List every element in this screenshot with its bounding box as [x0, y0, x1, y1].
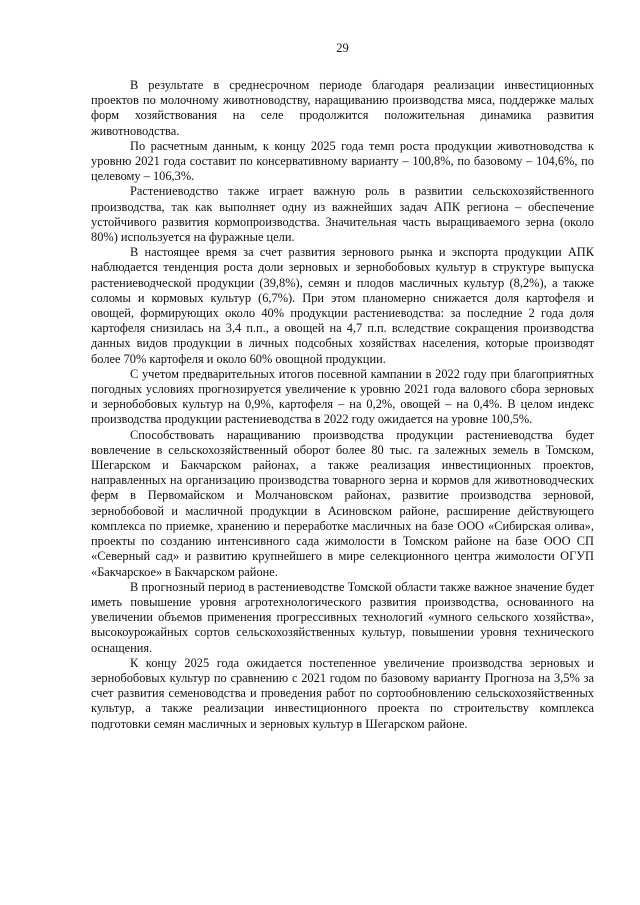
paragraph-agrotech-development: В прогнозный период в растениеводстве Томской области также важное значение будет иметь повышение уровня агротехнологического развития производства, основанного на увеличении объемов применения прогрессивных технологий «умного сельского хозяйства», высокоурожайных сортов сельскохозяйственных культур, повышении уровня технического оснащения. — [91, 579, 594, 655]
paragraph-livestock-growth-rate: По расчетным данным, к концу 2025 года темп роста продукции животноводства к уровню 2021 года составит по консервативному варианту – 100,8%, по базовому – 104,6%, по целевому – 106,3%. — [91, 138, 594, 184]
paragraph-livestock-outlook: В результате в среднесрочном периоде благодаря реализации инвестиционных проектов по молочному животноводству, наращиванию производства мяса, поддержке малых форм хозяйствования на селе продолжится положительная динамика развития животноводства. — [91, 78, 594, 138]
paragraph-grain-forecast-2025: К концу 2025 года ожидается постепенное увеличение производства зерновых и зернобобовых культур по сравнению с 2021 годом по базовому варианту Прогноза на 3,5% за счет развития семеноводства и проведения работ по сортообновлению сельскохозяйственных культур, а также реализации инвестиционного проекта по строительству комплекса подготовки семян масличных и зерновых культур в Шегарском районе. — [91, 655, 594, 731]
paragraph-crop-structure-trend: В настоящее время за счет развития зернового рынка и экспорта продукции АПК наблюдается тенденция роста доли зерновых и зернобобовых культур в структуре выпуска растениеводческой продукции (39,8%), семян и плодов масличных культур (8,2%), а также соломы и кормовых культур (6,7%). При этом планомерно снижается доля картофеля и овощей, формирующих около 40% продукции растениеводства: за последние 2 года доля картофеля снизилась на 3,4 п.п., а овощей на 4,7 п.п. вследствие сокращения производства данных видов продукции в личных подсобных хозяйствах населения, которые производят более 70% картофеля и около 60% овощной продукции. — [91, 245, 594, 366]
paragraph-sowing-campaign: С учетом предварительных итогов посевной кампании в 2022 году при благоприятных погодных условиях прогнозируется увеличение к уровню 2021 года валового сбора зерновых и зернобобовых культур на 0,9%, картофеля – на 0,2%, овощей – на 0,4%. В целом индекс производства продукции растениеводства в 2022 году ожидается на уровне 100,5%. — [91, 366, 594, 427]
page-number: 29 — [336, 41, 349, 55]
paragraph-investment-projects: Способствовать наращиванию производства продукции растениеводства будет вовлечение в сельскохозяйственный оборот более 80 тыс. га залежных земель в Томском, Шегарском и Бакчарском районах, а также реализация инвестиционных проектов, направленных на организацию производства товарного зерна и кормов для животноводческих ферм в Первомайском и Молчановском районах, развитие производства зерновой, зернобобовой и масличной продукции в Асиновском районе, расширение действующего комплекса по приемке, хранению и переработке масличных на базе ООО «Сибирская олива», проекты по созданию интенсивного сада жимолости в Томском районе на базе ООО СП «Северный сад» и развитию крупнейшего в мире селекционного центра жимолости ОГУП «Бакчарское» в Бакчарском районе. — [91, 427, 594, 579]
paragraph-crop-production-role: Растениеводство также играет важную роль в развитии сельскохозяйственного производства, так как выполняет одну из важнейших задач АПК региона – обеспечение устойчивого развития кормопроизводства. Значительная часть выращиваемого зерна (около 80%) используется на фуражные цели. — [91, 184, 594, 245]
